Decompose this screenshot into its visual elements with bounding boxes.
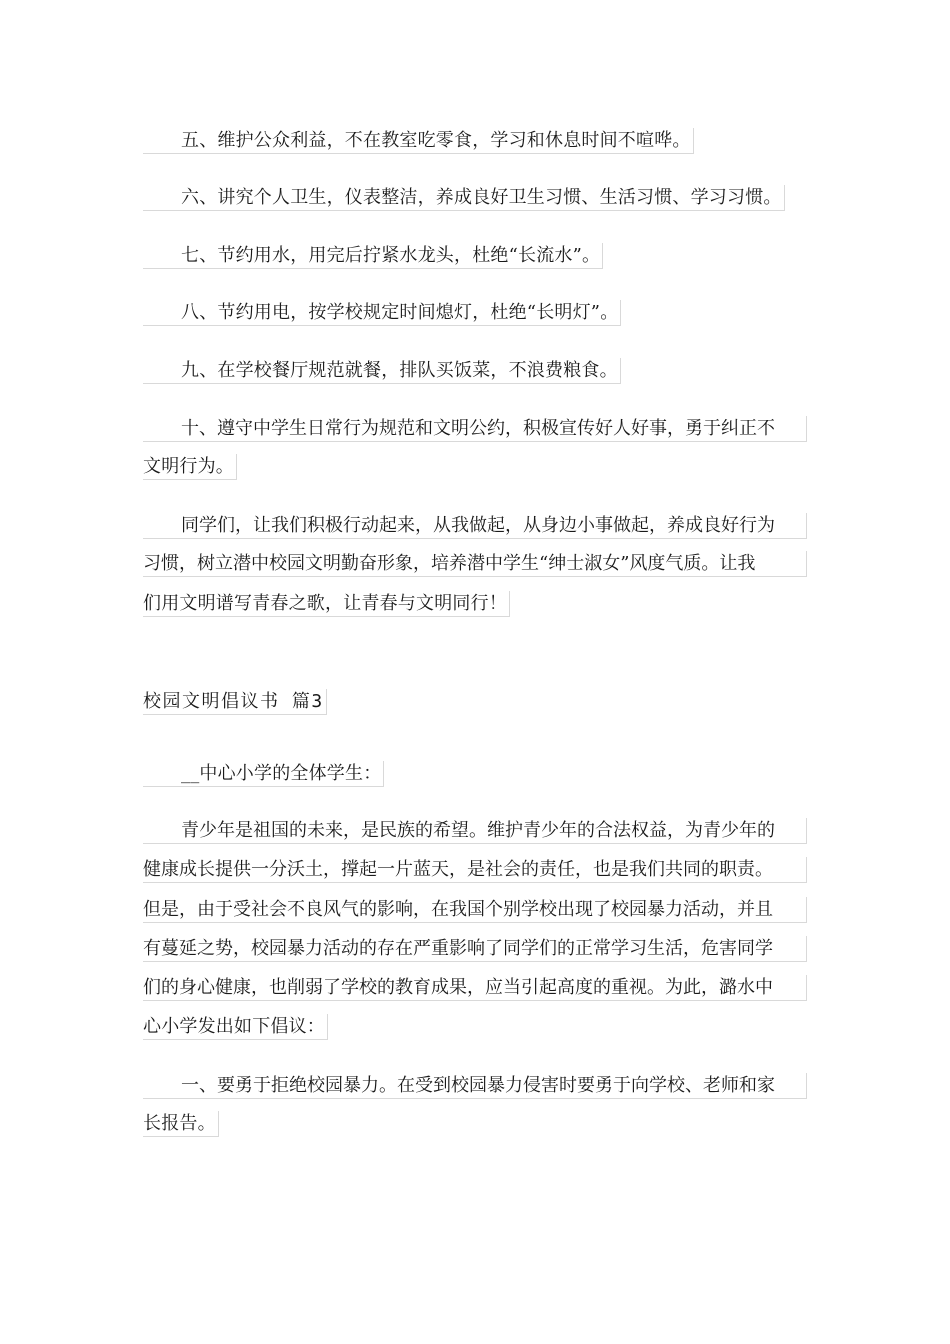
salutation-line: __中心小学的全体学生：: [143, 761, 384, 787]
paragraph-line: 五、维护公众利益，不在教室吃零食，学习和休息时间不喧哗。: [143, 128, 694, 154]
paragraph-line: 同学们，让我们积极行动起来，从我做起，从身边小事做起，养成良好行为: [143, 513, 807, 539]
paragraph-line: 但是，由于受社会不良风气的影响，在我国个别学校出现了校园暴力活动，并且: [143, 897, 807, 923]
paragraph-line: 八、节约用电，按学校规定时间熄灯，杜绝“长明灯”。: [143, 300, 621, 326]
paragraph-line: 十、遵守中学生日常行为规范和文明公约，积极宣传好人好事，勇于纠正不: [143, 416, 807, 442]
section-heading: 校园文明倡议书 篇3: [143, 689, 327, 715]
paragraph-line: 一、要勇于拒绝校园暴力。在受到校园暴力侵害时要勇于向学校、老师和家: [143, 1073, 807, 1099]
paragraph-line: 有蔓延之势，校园暴力活动的存在严重影响了同学们的正常学习生活，危害同学: [143, 936, 807, 962]
paragraph-line: 七、节约用水，用完后拧紧水龙头，杜绝“长流水”。: [143, 243, 603, 269]
paragraph-line: 青少年是祖国的未来，是民族的希望。维护青少年的合法权益，为青少年的: [143, 818, 807, 844]
paragraph-line: 们的身心健康，也削弱了学校的教育成果，应当引起高度的重视。为此，潞水中: [143, 975, 807, 1001]
paragraph-line: 健康成长提供一分沃土，撑起一片蓝天，是社会的责任，也是我们共同的职责。: [143, 857, 807, 883]
paragraph-line: 心小学发出如下倡议：: [143, 1014, 328, 1040]
paragraph-line: 九、在学校餐厅规范就餐，排队买饭菜，不浪费粮食。: [143, 358, 621, 384]
paragraph-line: 们用文明谱写青春之歌，让青春与文明同行！: [143, 591, 510, 617]
paragraph-line: 文明行为。: [143, 454, 237, 480]
paragraph-line: 长报告。: [143, 1111, 219, 1137]
paragraph-line: 六、讲究个人卫生，仪表整洁，养成良好卫生习惯、生活习惯、学习习惯。: [143, 185, 785, 211]
paragraph-line: 习惯，树立潜中校园文明勤奋形象，培养潜中学生“绅士淑女”风度气质。让我: [143, 551, 807, 577]
